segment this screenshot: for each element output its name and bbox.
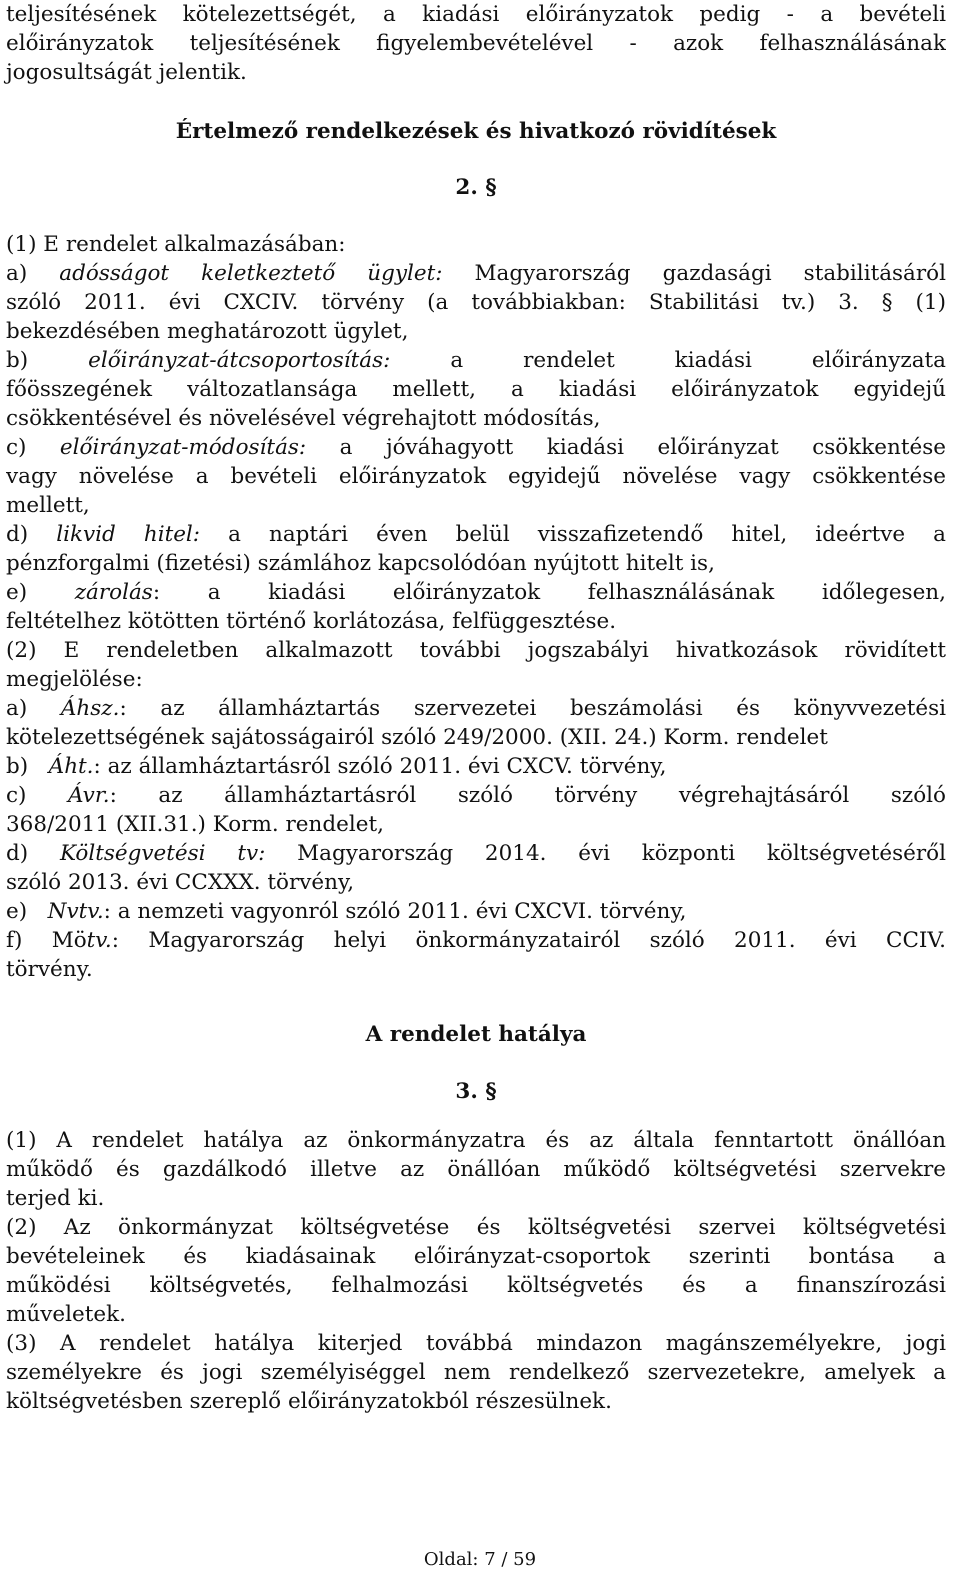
definition-e: e) zárolás: a kiadási előirányzatok felhasználásának időlegesen, (6, 580, 946, 605)
abbreviation-e: e) Nvtv.: a nemzeti vagyonról szóló 2011. évi CXCVI. törvény, (6, 899, 687, 924)
intro-line: jogosultságát jelentik. (6, 60, 247, 85)
definition-a: a) adósságot keletkeztető ügylet: Magyarország gazdasági stabilitásáról (6, 261, 946, 286)
definition-line: pénzforgalmi (fizetési) számlához kapcsolódóan nyújtott hitelt is, (6, 551, 715, 576)
abbreviation-line: szóló 2013. évi CCXXX. törvény, (6, 870, 355, 895)
abbreviation-line: 368/2011 (XII.31.) Korm. rendelet, (6, 812, 384, 837)
abbreviation-f: f) Mötv.: Magyarország helyi önkormányzatairól szóló 2011. évi CCIV. (6, 928, 946, 953)
definition-line: vagy növelése a bevételi előirányzatok egyidejű növelése vagy csökkentése (6, 464, 946, 489)
paragraph-line: (1) E rendelet alkalmazásában: (6, 232, 346, 257)
section-number: 2. § (455, 175, 497, 200)
abbreviation-c: c) Ávr.: az államháztartásról szóló törvény végrehajtásáról szóló (6, 783, 946, 808)
page-number: Oldal: 7 / 59 (423, 1549, 537, 1570)
paragraph-line: megjelölése: (6, 667, 143, 692)
abbreviation-b: b) Áht.: az államháztartásról szóló 2011. évi CXCV. törvény, (6, 754, 667, 779)
paragraph-line: (2) E rendeletben alkalmazott további jogszabályi hivatkozások rövidített (6, 638, 946, 663)
section-number: 3. § (455, 1079, 497, 1104)
definition-b: b) előirányzat-átcsoportosítás: a rendelet kiadási előirányzata (6, 348, 946, 373)
definition-c: c) előirányzat-módosítás: a jóváhagyott kiadási előirányzat csökkentése (6, 435, 946, 460)
section-heading: A rendelet hatálya (365, 1022, 587, 1047)
paragraph-line: terjed ki. (6, 1186, 105, 1211)
abbreviation-d: d) Költségvetési tv: Magyarország 2014. évi központi költségvetéséről (6, 841, 946, 866)
paragraph-line: (2) Az önkormányzat költségvetése és költségvetési szervei költségvetési (6, 1215, 946, 1240)
definition-line: szóló 2011. évi CXCIV. törvény (a továbbiakban: Stabilitási tv.) 3. § (1) (6, 290, 946, 315)
document-page (6, 0, 946, 1416)
section-heading: Értelmező rendelkezések és hivatkozó rövidítések (175, 119, 777, 144)
paragraph-line: működő és gazdálkodó illetve az önállóan működő költségvetési szervekre (6, 1157, 946, 1182)
paragraph-line: működési költségvetés, felhalmozási költségvetés és a finanszírozási (6, 1273, 946, 1298)
paragraph-line: költségvetésben szereplő előirányzatokból részesülnek. (6, 1389, 612, 1414)
definition-d: d) likvid hitel: a naptári éven belül visszafizetendő hitel, ideértve a (6, 522, 946, 547)
definition-line: bekezdésében meghatározott ügylet, (6, 319, 409, 344)
definition-line: mellett, (6, 493, 90, 518)
definition-line: feltételhez kötötten történő korlátozása, felfüggesztése. (6, 609, 617, 634)
abbreviation-line: kötelezettségének sajátosságairól szóló 249/2000. (XII. 24.) Korm. rendelet (6, 725, 828, 750)
definition-line: főösszegének változatlansága mellett, a kiadási előirányzatok egyidejű (6, 377, 946, 402)
definition-line: csökkentésével és növelésével végrehajtott módosítás, (6, 406, 601, 431)
intro-line: teljesítésének kötelezettségét, a kiadási előirányzatok pedig - a bevételi (6, 2, 946, 27)
paragraph-line: műveletek. (6, 1302, 126, 1327)
abbreviation-a: a) Áhsz.: az államháztartás szervezetei beszámolási és könyvvezetési (6, 696, 946, 721)
abbreviation-line: törvény. (6, 957, 93, 982)
intro-line: előirányzatok teljesítésének figyelembevételével - azok felhasználásának (6, 31, 946, 56)
paragraph-line: bevételeinek és kiadásainak előirányzat-csoportok szerinti bontása a (6, 1244, 946, 1269)
paragraph-line: (1) A rendelet hatálya az önkormányzatra és az általa fenntartott önállóan (6, 1128, 946, 1153)
paragraph-line: személyekre és jogi személyiséggel nem rendelkező szervezetekre, amelyek a (6, 1360, 946, 1385)
paragraph-line: (3) A rendelet hatálya kiterjed továbbá mindazon magánszemélyekre, jogi (6, 1331, 946, 1356)
